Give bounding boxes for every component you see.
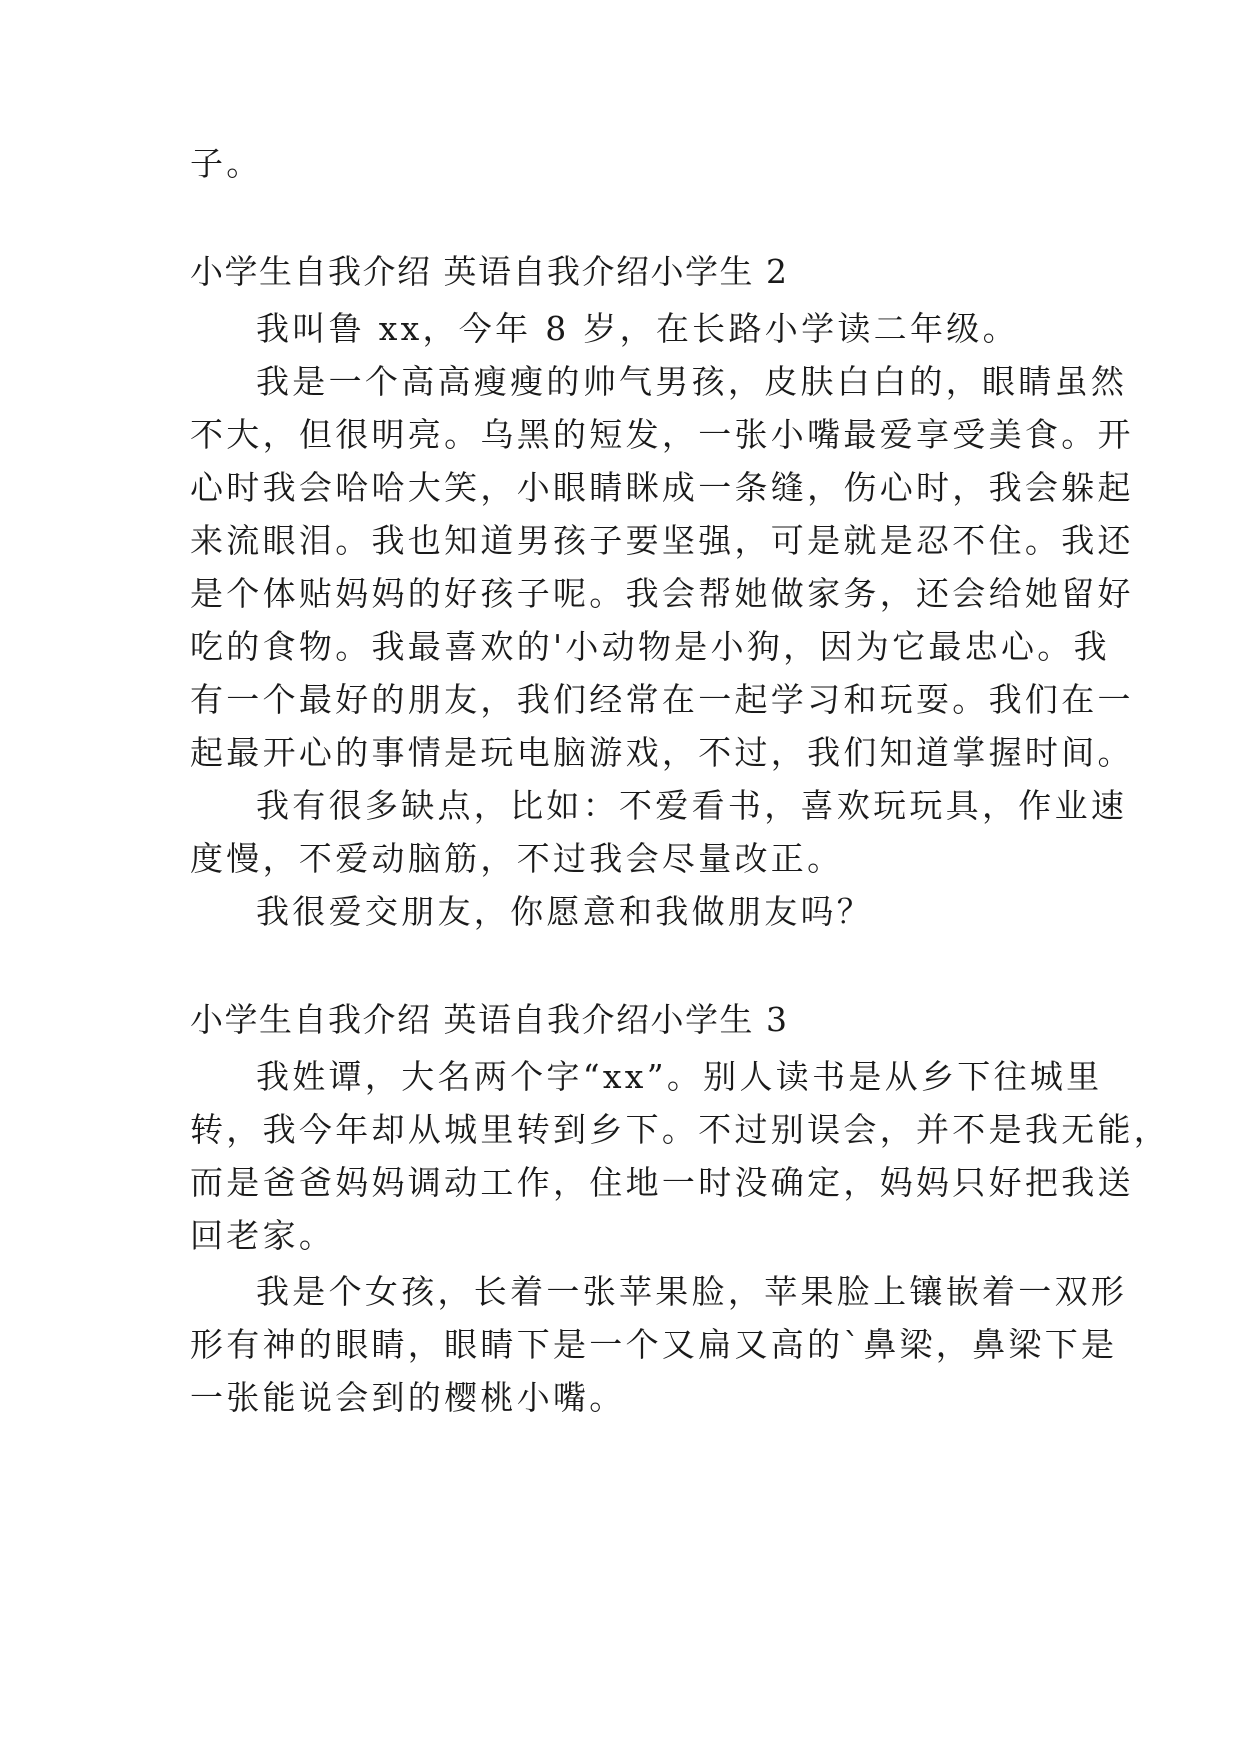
paragraph-line-continuation: 子。 — [190, 144, 263, 183]
paragraph-line: 是个体贴妈妈的好孩子呢。我会帮她做家务，还会给她留好 — [190, 574, 1134, 613]
paragraph-line: 转，我今年却从城里转到乡下。不过别误会，并不是我无能， — [190, 1110, 1171, 1149]
paragraph-line: 来流眼泪。我也知道男孩子要坚强，可是就是忍不住。我还 — [190, 521, 1134, 560]
paragraph-line: 我是个女孩，长着一张苹果脸，苹果脸上镶嵌着一双形 — [256, 1272, 1128, 1311]
paragraph-line: 不大，但很明亮。乌黑的短发，一张小嘴最爱享受美食。开 — [190, 415, 1134, 454]
paragraph-line: 有一个最好的朋友，我们经常在一起学习和玩耍。我们在一 — [190, 680, 1134, 719]
paragraph-line: 起最开心的事情是玩电脑游戏，不过，我们知道掌握时间。 — [190, 733, 1134, 772]
paragraph-line: 心时我会哈哈大笑，小眼睛眯成一条缝，伤心时，我会躲起 — [190, 468, 1134, 507]
paragraph-line: 形有神的眼睛，眼睛下是一个又扁又高的`鼻梁，鼻梁下是 — [190, 1325, 1118, 1364]
paragraph-line: 我叫鲁 xx，今年 8 岁，在长路小学读二年级。 — [256, 309, 1019, 348]
section-heading-2: 小学生自我介绍 英语自我介绍小学生 2 — [190, 252, 789, 291]
paragraph-line: 一张能说会到的樱桃小嘴。 — [190, 1378, 626, 1417]
paragraph-line: 回老家。 — [190, 1216, 336, 1255]
paragraph-line: 我有很多缺点，比如：不爱看书，喜欢玩玩具，作业速 — [256, 786, 1128, 825]
paragraph-line: 吃的食物。我最喜欢的'小动物是小狗，因为它最忠心。我 — [190, 627, 1110, 666]
paragraph-line: 我很爱交朋友，你愿意和我做朋友吗？ — [256, 892, 874, 931]
paragraph-line: 我姓谭，大名两个字“xx”。别人读书是从乡下往城里 — [256, 1057, 1103, 1096]
paragraph-line: 我是一个高高瘦瘦的帅气男孩，皮肤白白的，眼睛虽然 — [256, 362, 1128, 401]
section-heading-3: 小学生自我介绍 英语自我介绍小学生 3 — [190, 1000, 789, 1039]
paragraph-line: 而是爸爸妈妈调动工作，住地一时没确定，妈妈只好把我送 — [190, 1163, 1134, 1202]
paragraph-line: 度慢，不爱动脑筋，不过我会尽量改正。 — [190, 839, 844, 878]
